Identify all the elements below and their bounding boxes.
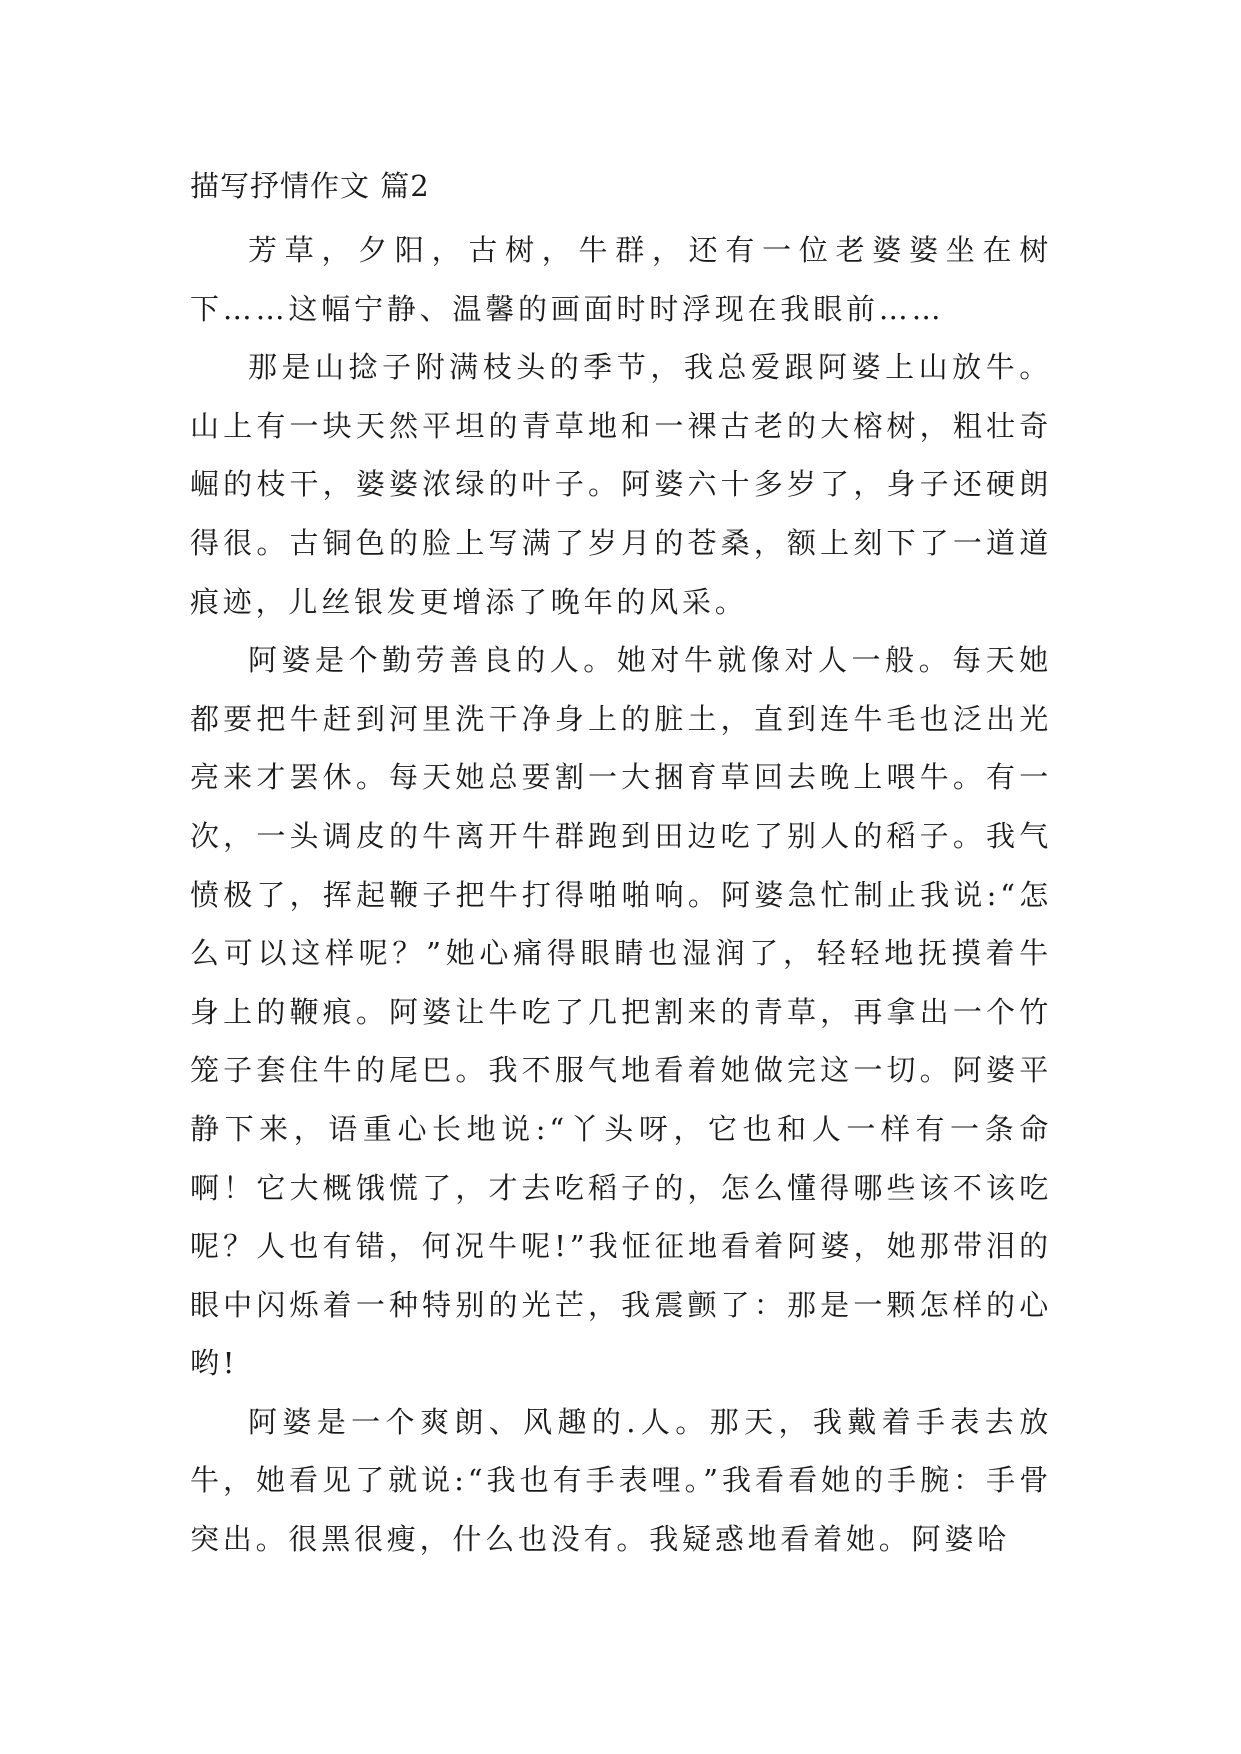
paragraph-1: 芳草，夕阳，古树，牛群，还有一位老婆婆坐在树下……这幅宁静、温馨的画面时时浮现在我眼前…… bbox=[190, 233, 1052, 326]
document-title: 描写抒情作文 篇2 bbox=[190, 169, 430, 203]
paragraph-3: 阿婆是个勤劳善良的人。她对牛就像对人一般。每天她都要把牛赶到河里洗干净身上的脏土，直到连牛毛也泛出光亮来才罢休。每天她总要割一大捆育草回去晚上喂牛。有一次，一头调皮的牛离开牛群跑到田边吃了别人的稻子。我气愤极了，挥起鞭子把牛打得啪啪响。阿婆急忙制止我说:“怎么可以这样呢？”她心痛得眼睛也湿润了，轻轻地抚摸着牛身上的鞭痕。阿婆让牛吃了几把割来的青草，再拿出一个竹笼子套住牛的尾巴。我不服气地看着她做完这一切。阿婆平静下来，语重心长地说:“丫头呀，它也和人一样有一条命啊！它大概饿慌了，才去吃稻子的，怎么懂得哪些该不该吃呢？人也有错，何况牛呢!”我怔征地看着阿婆，她那带泪的眼中闪烁着一种特别的光芒，我震颤了：那是一颗怎样的心哟! bbox=[190, 643, 1052, 1381]
paragraph-4: 阿婆是一个爽朗、风趣的.人。那天，我戴着手表去放牛，她看见了就说:“我也有手表哩。”我看看她的手腕：手骨突出。很黑很瘦，什么也没有。我疑惑地看着她。阿婆哈 bbox=[190, 1404, 1052, 1557]
paragraph-2: 那是山捻子附满枝头的季节，我总爱跟阿婆上山放牛。山上有一块天然平坦的青草地和一裸古老的大榕树，粗壮奇崛的枝干，婆婆浓绿的叶子。阿婆六十多岁了，身子还硬朗得很。古铜色的脸上写满了岁月的苍桑，额上刻下了一道道痕迹，儿丝银发更增添了晚年的风采。 bbox=[190, 350, 1052, 619]
document-body bbox=[190, 221, 1052, 1569]
